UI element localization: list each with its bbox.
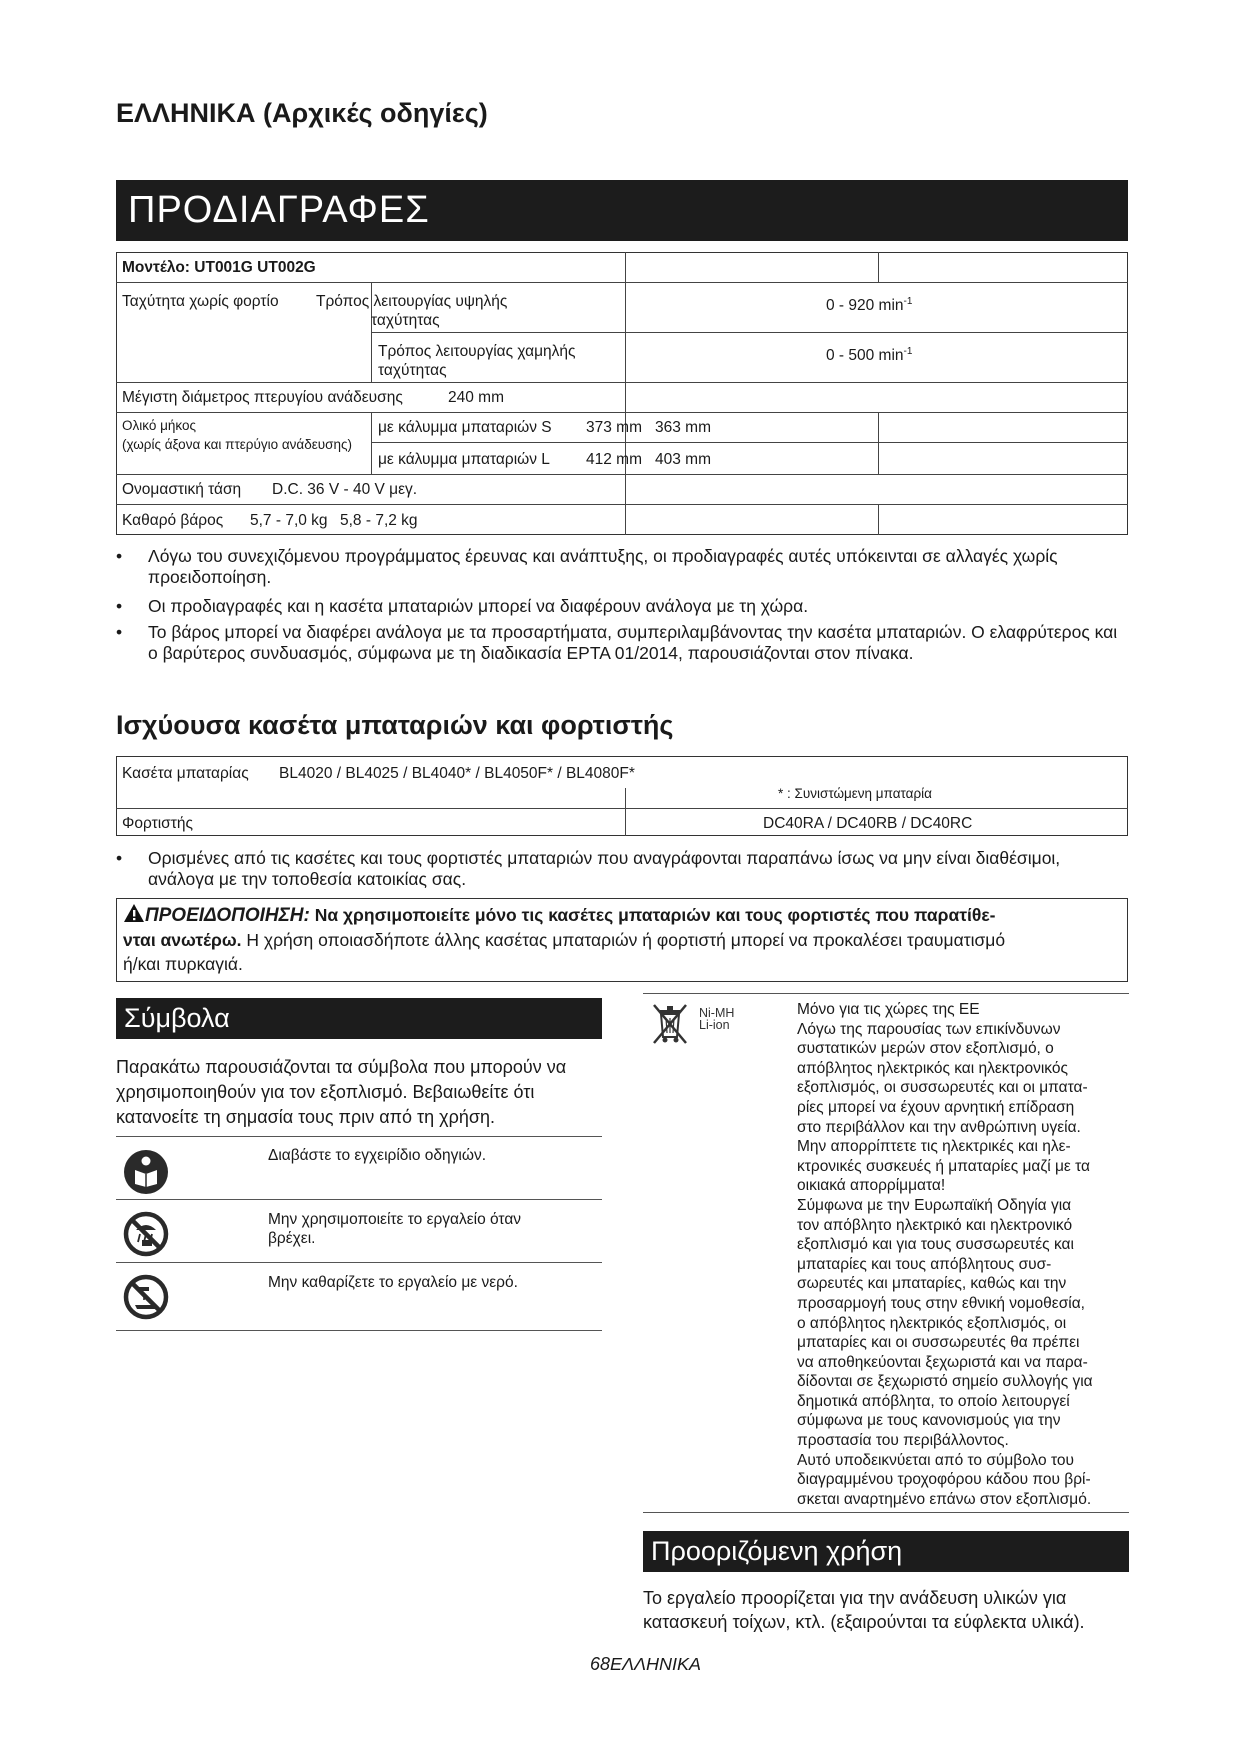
symbol-divider: [116, 1330, 602, 1331]
charger-models: DC40RA / DC40RB / DC40RC: [763, 815, 973, 832]
weee-line: απόβλητος ηλεκτρικός και ηλεκτρονικός: [797, 1059, 1068, 1077]
high-mode-label-line1: Τρόπος λειτουργίας υψηλής: [316, 293, 508, 310]
spec-note-text: Λόγω του συνεχιζόμενου προγράμματος έρευνας και ανάπτυξης, οι προδιαγραφές αυτές υπόκεινται σε αλλαγές χωρίς προειδοποίηση.: [148, 546, 1058, 587]
weee-text: [797, 1000, 1127, 1509]
weee-line: Μην απορρίπτετε τις ηλεκτρικές και ηλε-: [797, 1138, 1071, 1156]
weee-line: Αυτό υποδεικνύεται από το σύμβολο του: [797, 1451, 1074, 1469]
high-mode-value: [826, 292, 912, 315]
warning-bold-1: Να χρησιμοποιείτε μόνο τις κασέτες μπαταριών και τους φορτιστές που παρατίθε-: [309, 905, 996, 925]
battery-table: [116, 756, 1128, 836]
weee-line: σωρευτές και μπαταρίες, καθώς και την: [797, 1275, 1067, 1293]
weee-line: Μόνο για τις χώρες της ΕΕ: [797, 1001, 980, 1018]
spec-note: [116, 596, 1126, 617]
page-footer: 68ΕΛΛΗΝΙΚΑ: [590, 1654, 702, 1674]
weee-line: σκεται αναρτημένο επάνω στον εξοπλισμό.: [797, 1490, 1092, 1508]
bullet-dot: •: [116, 848, 123, 868]
weee-line: σύμφωνα με τους κανονισμούς για την: [797, 1412, 1061, 1430]
bullet-dot: •: [116, 546, 123, 566]
overall-length-label-line1: Ολικό μήκος: [122, 418, 196, 433]
cover-l-value-1: 412 mm: [586, 451, 642, 468]
warning-triangle-icon: [123, 903, 145, 923]
symbols-intro: Παρακάτω παρουσιάζονται τα σύμβολα που μπορούν να χρησιμοποιηθούν για τον εξοπλισμό. Βεβαιωθείτε ότι κατανοείτε τη σημασία τους πριν από τη χρήση.: [116, 1057, 567, 1127]
cartridge-models: BL4020 / BL4025 / BL4040* / BL4050F* / BL4080F*: [279, 765, 635, 782]
warning-box: [116, 898, 1128, 982]
voltage-value: D.C. 36 V - 40 V μεγ.: [272, 481, 418, 498]
weight-value-1: 5,7 - 7,0 kg: [250, 512, 328, 529]
symbol-divider: [116, 1136, 602, 1137]
cover-l-value-2: 403 mm: [655, 451, 711, 468]
cover-s-value-1: 373 mm: [586, 419, 642, 436]
weee-line: στο περιβάλλον και την ανθρώπινη υγεία.: [797, 1118, 1081, 1136]
cover-l-label: με κάλυμμα μπαταριών L: [378, 451, 550, 468]
symbol-divider: [116, 1199, 602, 1200]
low-mode-value: [826, 342, 912, 365]
weight-value-2: 5,8 - 7,2 kg: [340, 512, 418, 529]
recommended-note: * : Συνιστώμενη μπαταρία: [778, 786, 932, 801]
read-manual-icon: [122, 1148, 170, 1201]
overall-length-label: [122, 416, 352, 454]
symbol-text: Διαβάστε το εγχειρίδιο οδηγιών.: [268, 1147, 486, 1164]
battery-heading: Ισχύουσα κασέτα μπαταριών και φορτιστής: [116, 710, 674, 740]
weee-line: να αποθηκεύονται ξεχωριστά και να παρα-: [797, 1353, 1088, 1371]
spec-note: [116, 546, 1126, 588]
weee-line: δίδονται σε ξεχωριστό σημείο συλλογής για: [797, 1373, 1093, 1391]
weee-line: Λόγω της παρουσίας των επικίνδυνων: [797, 1020, 1061, 1038]
symbol-divider: [116, 1262, 602, 1263]
symbols-heading: Σύμβολα: [116, 998, 602, 1039]
high-mode-value-text: 0 - 920 min: [826, 297, 904, 315]
warning-bold-2: νται ανωτέρω.: [123, 930, 242, 950]
weee-line: μπαταρίες και οι συσσωρευτές θα πρέπει: [797, 1334, 1080, 1352]
weee-line: τον απόβλητο ηλεκτρικό και ηλεκτρονικό: [797, 1216, 1073, 1234]
battery-type-label: [699, 1007, 734, 1031]
battery-type-nimh: Ni-MH: [699, 1006, 735, 1020]
symbol-text: Μην καθαρίζετε το εργαλείο με νερό.: [268, 1274, 518, 1291]
symbol-text: Μην χρησιμοποιείτε το εργαλείο όταν βρέχει.: [268, 1211, 522, 1247]
weee-line: Σύμφωνα με την Ευρωπαϊκή Οδηγία για: [797, 1196, 1072, 1214]
low-mode-value-text: 0 - 500 min: [826, 347, 904, 365]
no-rain-icon: [122, 1210, 170, 1263]
language-heading: ΕΛΛΗΝΙΚΑ (Αρχικές οδηγίες): [116, 98, 488, 128]
low-mode-unit-exp: -1: [903, 346, 913, 357]
charger-label: Φορτιστής: [122, 815, 193, 832]
spec-note: [116, 622, 1126, 664]
warning-text-2: ή/και πυρκαγιά.: [123, 954, 243, 974]
weee-line: συστατικών μερών στον εξοπλισμό, ο: [797, 1040, 1054, 1058]
high-mode-label: [316, 292, 507, 330]
weee-line: μπαταρίες και τους απόβλητους συσ-: [797, 1255, 1052, 1273]
specifications-title: ΠΡΟΔΙΑΓΡΑΦΕΣ: [116, 180, 1128, 241]
low-mode-label-line2: ταχύτητας: [378, 362, 447, 379]
battery-type-liion: Li-ion: [699, 1018, 730, 1032]
warning-text-1: Η χρήση οποιασδήποτε άλλης κασέτας μπαταριών ή φορτιστή μπορεί να προκαλέσει τραυματισμό: [241, 930, 1006, 950]
weee-top-divider: [643, 993, 1129, 994]
weee-bottom-divider: [643, 1512, 1129, 1513]
intended-use-text: Το εργαλείο προορίζεται για την ανάδευση υλικών για κατασκευή τοίχων, κτλ. (εξαιρούνται τα εύφλεκτα υλικά).: [643, 1588, 1085, 1632]
weight-label: Καθαρό βάρος: [122, 512, 224, 529]
high-mode-unit-exp: -1: [903, 296, 913, 307]
no-water-cleaning-icon: [122, 1273, 170, 1326]
weee-line: εξοπλισμό και για τους συσσωρευτές και: [797, 1236, 1074, 1254]
high-mode-label-line2: ταχύτητας: [371, 312, 440, 329]
specifications-table: [116, 252, 1128, 535]
bullet-dot: •: [116, 622, 123, 642]
intended-use-heading: Προοριζόμενη χρήση: [643, 1531, 1129, 1572]
low-mode-label-line1: Τρόπος λειτουργίας χαμηλής: [378, 343, 576, 360]
spec-note-text: Το βάρος μπορεί να διαφέρει ανάλογα με τα προσαρτήματα, συμπεριλαμβάνοντας την κασέτα μπαταριών. Ο ελαφρύτερος και ο βαρύτερος συνδυασμός, σύμφωνα με τη διαδικασία EPTA 01/2014, παρουσιάζονται στον πίνακα.: [148, 622, 1118, 663]
weee-line: προστασία του περιβάλλοντος.: [797, 1432, 1009, 1450]
weee-line: διαγραμμένου τροχοφόρου κάδου που βρί-: [797, 1471, 1091, 1489]
weee-line: εξοπλισμός, οι συσσωρευτές και οι μπατα-: [797, 1079, 1088, 1097]
weee-line: προσαρμογή τους στην εθνική νομοθεσία,: [797, 1294, 1085, 1312]
battery-note: [116, 848, 1126, 890]
model-label: Μοντέλο: UT001G UT002G: [122, 259, 316, 276]
weee-line: ο απόβλητος ηλεκτρικός εξοπλισμός, οι: [797, 1314, 1067, 1332]
voltage-label: Ονομαστική τάση: [122, 481, 242, 498]
weee-line: οικιακά απορρίμματα!: [797, 1177, 946, 1195]
spec-note-text: Οι προδιαγραφές και η κασέτα μπαταριών μπορεί να διαφέρουν ανάλογα με τη χώρα.: [148, 596, 809, 616]
battery-note-text: Ορισμένες από τις κασέτες και τους φορτιστές μπαταριών που αναγράφονται παραπάνω ίσως να μην είναι διαθέσιμοι, ανάλογα με την τοποθεσία κατοικίας σας.: [148, 848, 1061, 889]
cover-s-label: με κάλυμμα μπαταριών S: [378, 419, 552, 436]
cover-s-value-2: 363 mm: [655, 419, 711, 436]
weee-line: ρίες μπορεί να έχουν αρνητική επίδραση: [797, 1098, 1075, 1116]
low-mode-label: [378, 342, 575, 380]
overall-length-label-line2: (χωρίς άξονα και πτερύγιο ανάδευσης): [122, 437, 352, 452]
warning-label: ΠΡΟΕΙΔΟΠΟΙΗΣΗ:: [145, 905, 310, 926]
bullet-dot: •: [116, 596, 123, 616]
max-paddle-label: Μέγιστη διάμετρος πτερυγίου ανάδευσης: [122, 389, 403, 406]
weee-line: δημοτικά απόβλητα, το οποίο λειτουργεί: [797, 1392, 1070, 1410]
cartridge-label: Κασέτα μπαταρίας: [122, 765, 249, 782]
crossed-bin-icon: [648, 1001, 692, 1052]
no-load-speed-label: Ταχύτητα χωρίς φορτίο: [122, 293, 279, 310]
weee-line: κτρονικές συσκευές ή μπαταρίες μαζί με τα: [797, 1157, 1090, 1175]
max-paddle-value: 240 mm: [448, 389, 504, 406]
